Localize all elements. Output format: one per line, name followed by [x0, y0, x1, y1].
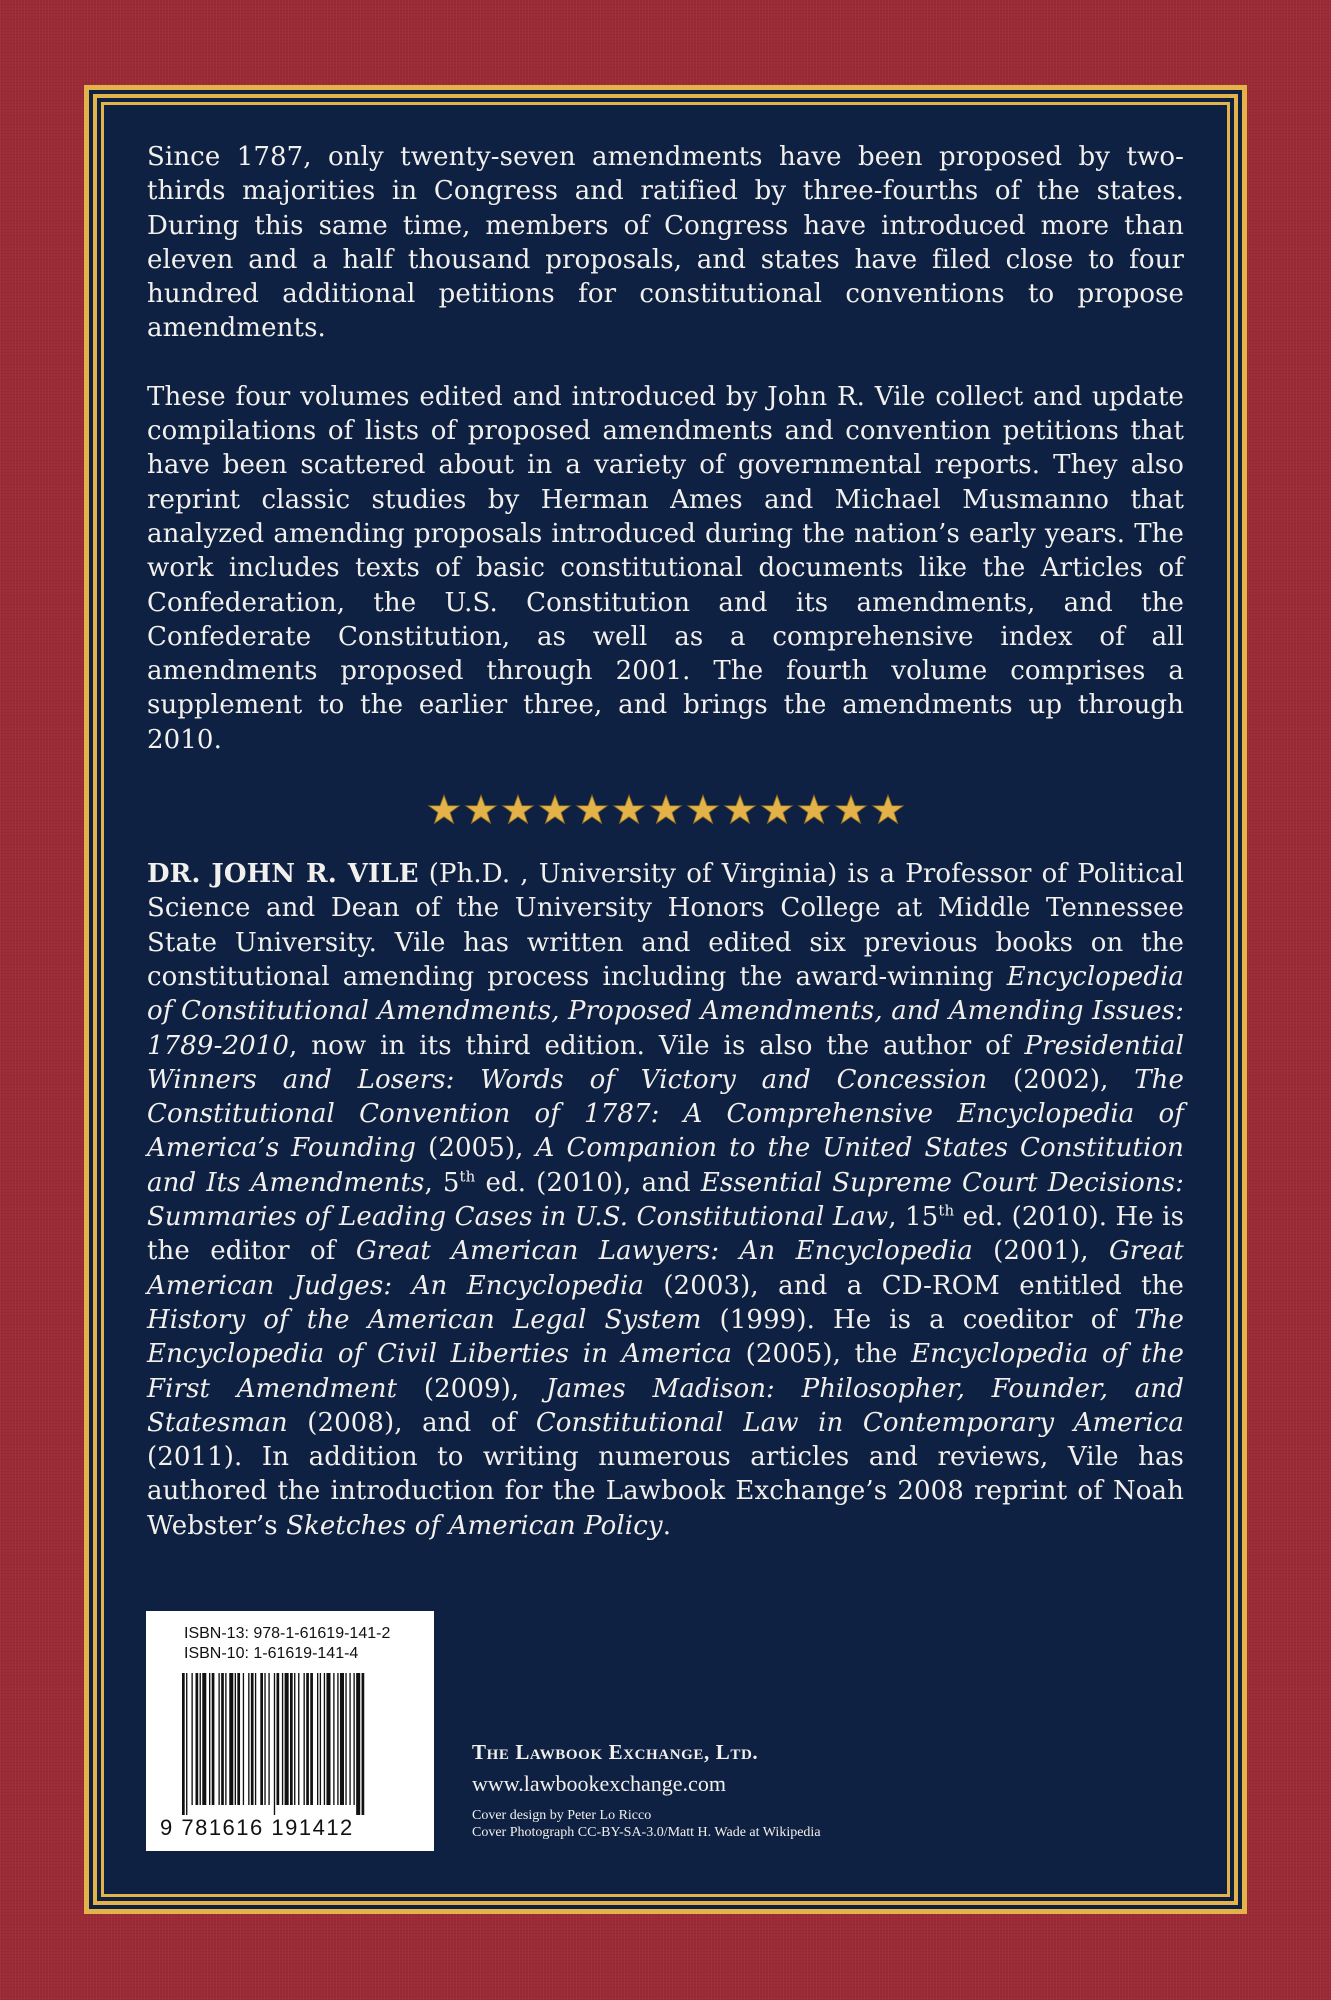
barcode-bar: [268, 1673, 269, 1805]
barcode-bar: [349, 1673, 350, 1805]
description-paragraph-1: Since 1787, only twenty-seven amendments have been proposed by two-thirds majorities in Congress and ratified by three-fourths of the states. During this same time, members of Congress have introduced more than eleven and a half thousand proposals, and states have filed close to four hundred additional petitions for constitutional conventions to propose amendments.: [147, 142, 1184, 344]
barcode-bar: [200, 1673, 201, 1805]
barcode-bar: [310, 1673, 313, 1805]
star-icon: [796, 793, 832, 827]
publisher-name: The Lawbook Exchange, Ltd.: [472, 1740, 759, 1764]
barcode-bar: [290, 1673, 293, 1805]
barcode-bar: [298, 1673, 299, 1805]
barcode-bar: [218, 1673, 219, 1805]
book-title: Encyclopedia of Constitutional Amendments, Proposed Amendments, and Amending Issues: 1789-2010: [147, 961, 1184, 1061]
cover-photo-credit: Cover Photograph CC-BY-SA-3.0/Matt H. Wade at Wikipedia: [472, 1825, 821, 1840]
description-paragraph-2: These four volumes edited and introduced by John R. Vile collect and update compilations of lists of proposed amendments and convention petitions that have been scattered about in a variety of governmental reports. They also reprint classic studies by Herman Ames and Michael Musmanno that analyzed amending proposals introduced during the nation’s early years. The work includes texts of basic constitutional documents like the Articles of Confederation, the U.S. Constitution and its amendments, and the Confederate Constitution, as well as a comprehensive index of all amendments proposed through 2001. The fourth volume comprises a supplement to the earlier three, and brings the amendments up through 2010.: [147, 381, 1184, 755]
barcode-bar: [209, 1673, 210, 1805]
barcode-bar: [320, 1673, 321, 1805]
book-title: Presidential Winners and Losers: Words of Victory and Concession: [147, 1030, 1184, 1095]
barcode-bar: [202, 1673, 206, 1805]
book-title: Sketches of American Policy: [286, 1510, 663, 1541]
star-icon: [537, 793, 573, 827]
book-title: Essential Supreme Court Decisions: Summaries of Leading Cases in U.S. Constitutional Law: [147, 1167, 1184, 1233]
barcode-bar: [304, 1673, 305, 1805]
barcode-bar: [333, 1673, 334, 1805]
barcode-bar: [277, 1673, 280, 1805]
barcode-bar: [248, 1673, 249, 1805]
barcode-bar: [186, 1673, 187, 1815]
barcode-bar: [182, 1673, 185, 1815]
isbn-10-label: ISBN-10: 1-61619-141-4: [184, 1645, 359, 1662]
star-icon: [611, 793, 647, 827]
barcode-bar: [212, 1673, 215, 1805]
publisher-url: www.lawbookexchange.com: [472, 1771, 726, 1796]
book-title: History of the American Legal System: [147, 1304, 702, 1335]
barcode-bar: [221, 1673, 224, 1805]
barcode-bar: [285, 1673, 289, 1805]
book-title: The Constitutional Convention of 1787: A Comprehensive Encyclopedia of America’s Founding: [147, 1064, 1185, 1164]
star-divider: [147, 793, 1184, 827]
cover-credits: [472, 1807, 821, 1841]
barcode-bar: [282, 1673, 283, 1805]
isbn-13-label: ISBN-13: 978-1-61619-141-2: [184, 1625, 391, 1642]
star-icon: [463, 793, 499, 827]
star-icon: [833, 793, 869, 827]
star-icon: [870, 793, 906, 827]
book-title: Great American Judges: An Encyclopedia: [147, 1236, 1184, 1301]
barcode-bar: [337, 1673, 338, 1805]
author-bio: DR. JOHN R. VILE (Ph.D. , University of Virginia) is a Professor of Political Science and Dean of the University Honors College at Middle Tennessee State University. Vile has written and edited six previous books on the constitutional amending process including the award-winning Encyclopedia of Constitutional Amendments, Proposed Amendments, and Amending Issues: 1789-2010, now in its third edition. Vile is also the author of Presidential Winners and Losers: Words of Victory and Concession (2002), The Constitutional Convention of 1787: A Comprehensive Encyclopedia of America’s Founding (2005), A Companion to the United States Constitution and Its Amendments, 5th ed. (2010), and Essential Supreme Court Decisions: Summaries of Leading Cases in U.S. Constitutional Law, 15th ed. (2010). He is the editor of Great American Lawyers: An Encyclopedia (2001), Great American Judges: An Encyclopedia (2003), and a CD-ROM entitled the History of the American Legal System (1999). He is a coeditor of The Encyclopedia of Civil Liberties in America (2005), the Encyclopedia of the First Amendment (2009), James Madison: Philosopher, Founder, and Statesman (2008), and of Constitutional Law in Contemporary America (2011). In addition to writing numerous articles and reviews, Vile has authored the introduction for the Lawbook Exchange’s 2008 reprint of Noah Webster’s Sketches of American Policy.: [147, 859, 1185, 1541]
barcode-bar: [260, 1673, 263, 1805]
book-title: James Madison: Philosopher, Founder, and Statesman: [147, 1373, 1185, 1438]
barcode-bar: [353, 1673, 354, 1805]
cover-design-credit: Cover design by Peter Lo Ricco: [472, 1808, 652, 1823]
publisher-block: [472, 1740, 821, 1841]
barcode-bar: [229, 1673, 233, 1805]
barcode-bar: [235, 1673, 236, 1805]
book-title: The Encyclopedia of Civil Liberties in America: [147, 1304, 1184, 1370]
star-icon: [426, 793, 462, 827]
barcode-bar: [306, 1673, 309, 1805]
barcode-bar: [340, 1673, 344, 1805]
barcode-bar: [345, 1673, 346, 1805]
book-title: Encyclopedia of the First Amendment: [147, 1339, 1185, 1404]
barcode-bar: [294, 1673, 295, 1805]
book-title: Constitutional Law in Contemporary America: [535, 1407, 1184, 1438]
barcode-bar: [274, 1673, 275, 1815]
back-cover-text: [147, 140, 1184, 1543]
book-title: A Companion to the United States Constitution and Its Amendments: [147, 1133, 1184, 1198]
star-icon: [722, 793, 758, 827]
barcode-bar: [326, 1673, 330, 1805]
barcode-bar: [362, 1673, 365, 1815]
barcode-bar: [225, 1673, 226, 1805]
star-icon: [759, 793, 795, 827]
author-name: DR. JOHN R. VILE: [147, 859, 419, 890]
barcode-bar: [243, 1673, 244, 1805]
book-title: Great American Lawyers: An Encyclopedia: [355, 1236, 973, 1267]
barcode-bar: [264, 1673, 265, 1805]
barcode-bar: [317, 1673, 318, 1805]
star-icon: [648, 793, 684, 827]
barcode-bar: [196, 1673, 199, 1805]
barcode-bar: [324, 1673, 325, 1805]
barcode-number: 9 781616 191412: [160, 1815, 354, 1840]
star-icon: [500, 793, 536, 827]
barcode-bar: [191, 1673, 192, 1805]
barcode-bar: [255, 1673, 256, 1805]
barcode-bar: [356, 1673, 360, 1815]
isbn-barcode: [146, 1611, 434, 1851]
barcode-bar: [251, 1673, 254, 1805]
barcode-bar: [237, 1673, 240, 1805]
star-icon: [685, 793, 721, 827]
star-icon: [574, 793, 610, 827]
barcode-bars: [182, 1673, 408, 1815]
